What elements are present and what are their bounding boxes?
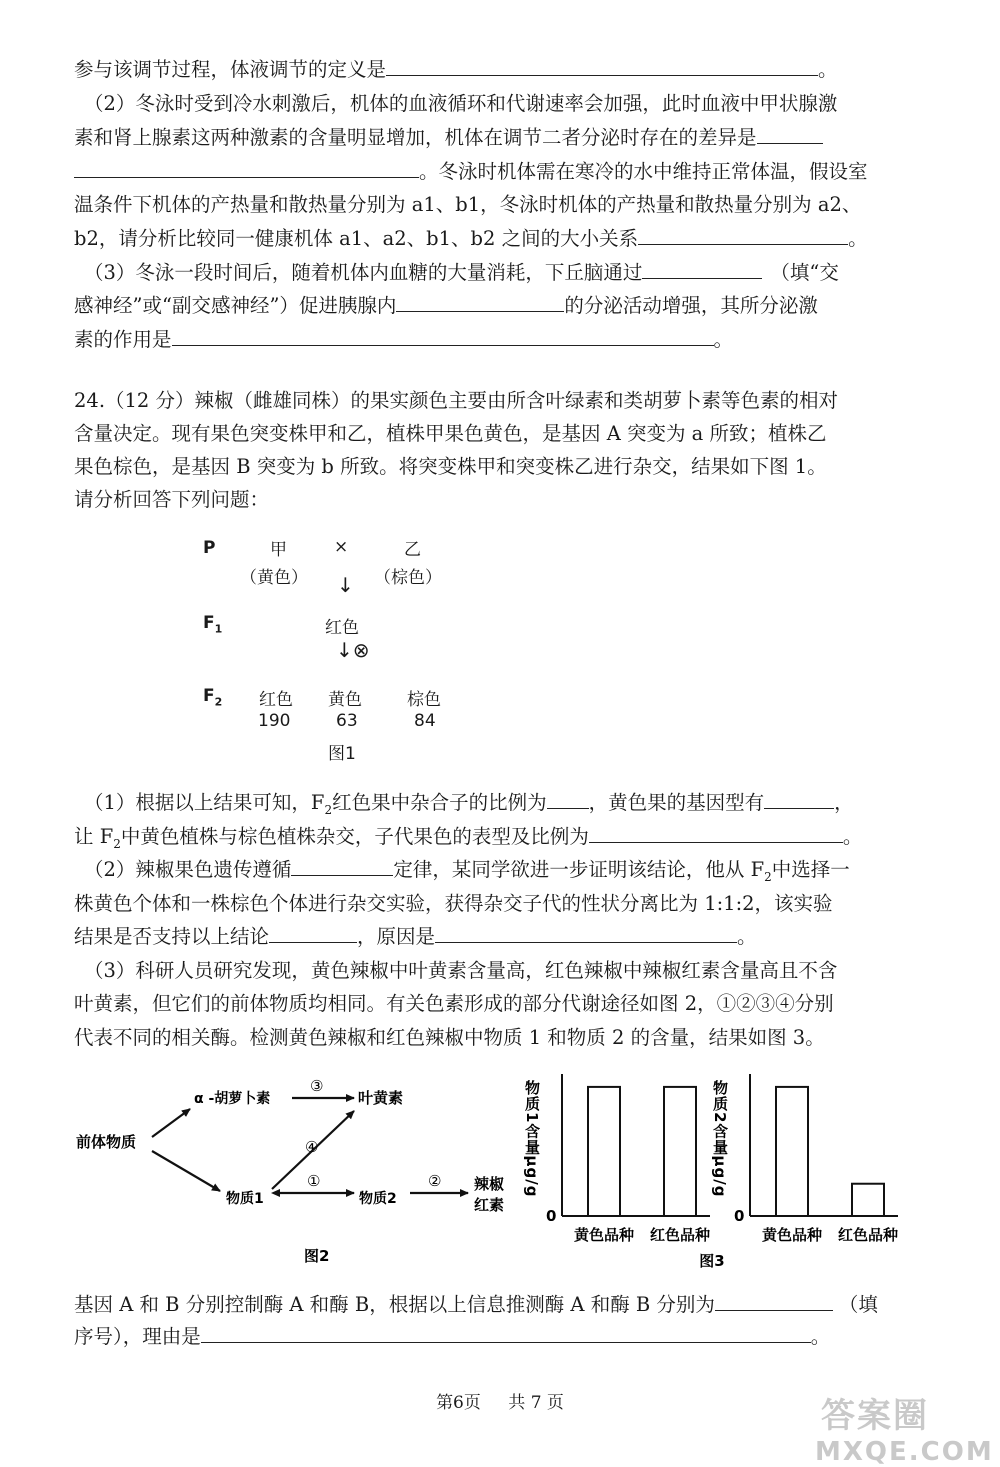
- q24-s2-line-a: （2）辣椒果色遗传遵循 定律，某同学欲进一步证明该结论，他从 $F_2$中选择一: [84, 855, 850, 892]
- q23-part3-line-a: （3）冬泳一段时间后，随着机体内血糖的大量消耗，下丘脑通过 （填“交: [84, 258, 839, 288]
- fig2-enzyme-1: ①: [307, 1172, 321, 1190]
- fig1-cross-symbol: ×: [334, 537, 349, 557]
- fig2-enzyme-3: ③: [310, 1077, 324, 1095]
- fig2-substance-2: 物质2: [359, 1191, 397, 1207]
- q24-intro-d: 请分析回答下列问题：: [74, 488, 270, 511]
- watermark: 答案圈 MXQE.COM: [815, 1396, 994, 1467]
- q24-s2-line-b: 株黄色个体和一株棕色个体进行杂交实验，获得杂交子代的性状分离比为 1:1:2，该实验: [74, 892, 833, 915]
- q23-part2-line-b: 素和肾上腺素这两种激素的含量明显增加，机体在调节二者分泌时存在的差异是: [74, 123, 823, 153]
- fig1-f1-phenotype: 红色: [325, 618, 359, 638]
- fig1-parent-yi: 乙: [404, 540, 421, 560]
- q23-line-1: 参与该调节过程，体液调节的定义是 。: [74, 55, 838, 85]
- q23-part3-line-b: 感神经”或“副交感神经”）促进胰腺内 的分泌活动增强，其所分泌激: [74, 291, 818, 321]
- fig1-caption: 图1: [328, 744, 356, 764]
- fig2-substance-1: 物质1: [226, 1191, 264, 1207]
- chart1-y-label: 物质1含量μg/g: [523, 1080, 541, 1198]
- chart2-y-label: 物质2含量μg/g: [711, 1080, 729, 1198]
- fig2-caption: 图2: [304, 1247, 330, 1265]
- fig1-count-red: 190: [258, 711, 291, 731]
- answer-blank[interactable]: [589, 822, 843, 843]
- fig2-enzyme-4: ④: [305, 1138, 319, 1156]
- chart1-x-tick-label: 红色品种: [649, 1226, 711, 1244]
- q24-intro-b: 含量决定。现有果色突变株甲和乙，植株甲果色黄色，是基因 A 突变为 a 所致；植株乙: [74, 422, 827, 445]
- answer-blank[interactable]: [269, 922, 357, 943]
- chart2-x-tick-label: 红色品种: [837, 1226, 899, 1244]
- q24-s3-line-b: 叶黄素，但它们的前体物质均相同。有关色素形成的部分代谢途径如图 2，①②③④分别: [74, 992, 834, 1015]
- fig1-parent-jia: 甲: [270, 540, 287, 560]
- fig1-f2-red: 红色: [259, 690, 293, 710]
- fig2-arrow-precursor-sub1: [152, 1151, 220, 1191]
- chart2-bar-1: [776, 1087, 808, 1216]
- q24-s1-line-b: 让 $F_2$中黄色植株与棕色植株杂交，子代果色的表型及比例为 。: [74, 822, 862, 859]
- q23-part2-line-d: 温条件下机体的产热量和散热量分别为 a1、b1，冬泳时机体的产热量和散热量分别为 a2、: [74, 193, 862, 216]
- answer-blank[interactable]: [172, 325, 714, 346]
- fig1-f2-label: $F_2$: [203, 686, 223, 709]
- q23-part3-line-c: 素的作用是 。: [74, 325, 733, 355]
- page-footer: 第6页 共 7 页: [436, 1393, 564, 1413]
- fig1-arrow-down-icon: ↓: [337, 573, 354, 597]
- q23-part2-line-e: b2，请分析比较同一健康机体 a1、a2、b1、b2 之间的大小关系 。: [74, 224, 868, 254]
- fig2-capsanthin-1: 辣椒: [474, 1175, 505, 1193]
- answer-blank[interactable]: [386, 55, 818, 76]
- answer-blank[interactable]: [642, 258, 762, 279]
- chart2-x-tick-label: 黄色品种: [761, 1226, 823, 1244]
- fig2-arrow-precursor-alpha: [152, 1109, 190, 1137]
- chart1-x-tick-label: 黄色品种: [573, 1226, 635, 1244]
- chart1-bar-2: [664, 1087, 696, 1216]
- fig2-capsanthin-2: 红素: [474, 1196, 505, 1214]
- q24-s3-line-e: 序号），理由是 。: [74, 1322, 830, 1352]
- q24-s3-line-c: 代表不同的相关酶。检测黄色辣椒和红色辣椒中物质 1 和物质 2 的含量，结果如图 3。: [74, 1026, 825, 1049]
- q24-s3-line-d: 基因 A 和 B 分别控制酶 A 和酶 B，根据以上信息推测酶 A 和酶 B 分别为 （填: [74, 1290, 878, 1320]
- fig1-f2-yellow: 黄色: [328, 690, 362, 710]
- fig2-enzyme-2: ②: [428, 1172, 442, 1190]
- fig1-selfing-icon: ↓⊗: [336, 638, 370, 662]
- q24-s3-line-a: （3）科研人员研究发现，黄色辣椒中叶黄素含量高，红色辣椒中辣椒红素含量高且不含: [84, 959, 838, 982]
- answer-blank[interactable]: [547, 788, 589, 809]
- answer-blank[interactable]: [74, 157, 419, 178]
- q24-s1-line-a: （1）根据以上结果可知，$F_2$红色果中杂合子的比例为 ，黄色果的基因型有 ，: [84, 788, 854, 825]
- fig2-alpha-carotene: α -胡萝卜素: [194, 1091, 271, 1107]
- answer-blank[interactable]: [715, 1290, 833, 1311]
- chart2-bar-2: [852, 1184, 884, 1216]
- fig3-caption: 图3: [699, 1252, 725, 1270]
- chart1-y-tick-label: 0: [546, 1207, 557, 1225]
- fig1-yi-color: （棕色）: [374, 568, 442, 588]
- q24-s2-line-c: 结果是否支持以上结论 ，原因是 。: [74, 922, 757, 952]
- fig1-f1-label: $F_1$: [203, 613, 223, 636]
- answer-blank[interactable]: [201, 1322, 811, 1343]
- q23-part2-line-a: （2）冬泳时受到冷水刺激后，机体的血液循环和代谢速率会加强，此时血液中甲状腺激: [84, 92, 838, 115]
- fig2-lutein: 叶黄素: [358, 1089, 404, 1107]
- fig1-count-yellow: 63: [336, 711, 358, 731]
- fig1-jia-color: （黄色）: [240, 568, 308, 588]
- answer-blank[interactable]: [291, 855, 393, 876]
- answer-blank[interactable]: [638, 224, 848, 245]
- fig1-count-brown: 84: [414, 711, 436, 731]
- fig2-precursor: 前体物质: [76, 1133, 137, 1151]
- fig1-f2-brown: 棕色: [407, 690, 441, 710]
- figure-2: [70, 1075, 510, 1275]
- q24-intro-a: 24.（12 分）辣椒（雌雄同株）的果实颜色主要由所含叶绿素和类胡萝卜素等色素的相对: [74, 389, 839, 412]
- answer-blank[interactable]: [764, 788, 834, 809]
- chart2-y-tick-label: 0: [734, 1207, 745, 1225]
- figure-3: [510, 1070, 910, 1275]
- answer-blank[interactable]: [757, 123, 823, 144]
- answer-blank[interactable]: [396, 291, 564, 312]
- fig1-p-label: P: [203, 538, 216, 558]
- chart1-bar-1: [588, 1087, 620, 1216]
- answer-blank[interactable]: [435, 922, 737, 943]
- q24-intro-c: 果色棕色，是基因 B 突变为 b 所致。将突变株甲和突变株乙进行杂交，结果如下图 1。: [74, 455, 827, 478]
- q23-part2-line-c: 。冬泳时机体需在寒冷的水中维持正常体温，假设室: [74, 157, 868, 187]
